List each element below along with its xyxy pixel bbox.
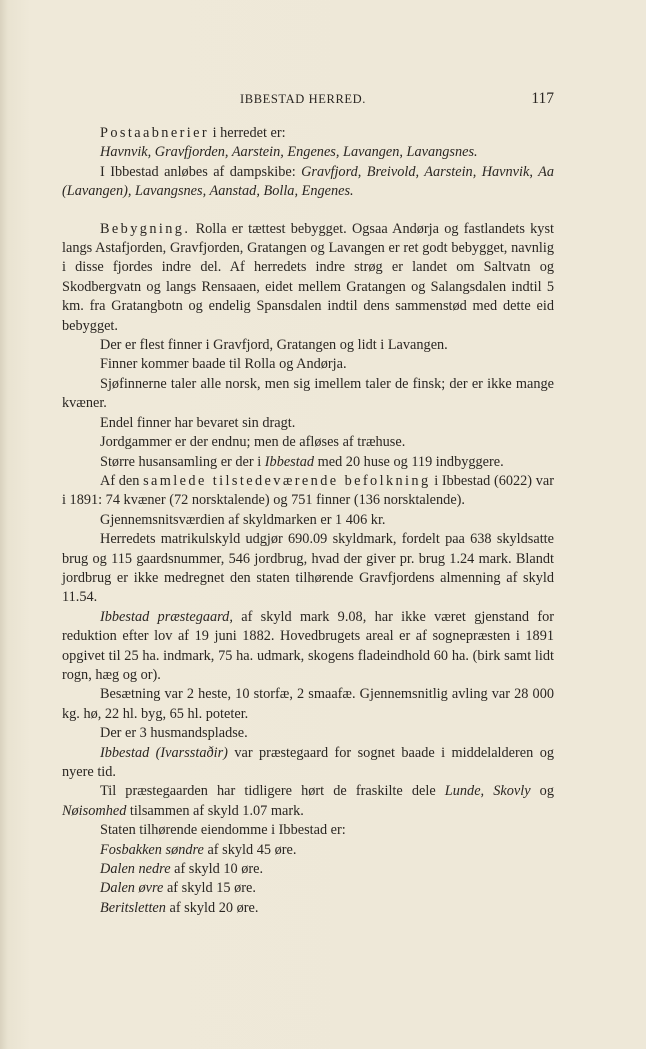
heading-bebygning: Bebygning. xyxy=(100,220,191,237)
heading-postaabnerier: Postaabnerier xyxy=(100,125,210,141)
paragraph-befolkning: Af den samlede tilstedeværende befolkning i Ibbestad (6022) var i 1891: 74 kvæner (72 norsktalende) og 751 finner (136 norsktalende). xyxy=(62,472,554,509)
list-item: Dalen øvre af skyld 15 øre. xyxy=(100,880,256,897)
body-text xyxy=(62,124,554,918)
paragraph-husmandspladse: Der er 3 husmandspladse. xyxy=(100,725,248,742)
paragraph-endel: Endel finner har bevaret sin dragt. xyxy=(100,414,296,431)
paragraph-flest-finner: Der er flest finner i Gravfjord, Gratangen og lidt i Lavangen. xyxy=(100,337,448,354)
dampskibe-list: Gravfjord, Breivold, Aarstein, Havnvik, Aa (Lavangen), Lavangsnes, Aanstad, Bolla, Engenes. xyxy=(62,163,554,200)
page-number: 117 xyxy=(531,90,554,107)
paragraph-jordgammer: Jordgammer er der endnu; men de afløses af træhuse. xyxy=(100,434,406,451)
name-praestegaard: Ibbestad præstegaard, xyxy=(100,608,233,625)
eiendom-name: Fosbakken søndre xyxy=(100,841,204,858)
name-noisomhed: Nøisomhed xyxy=(62,802,127,819)
paragraph-bebygning: Bebygning. Rolla er tættest bebygget. Ogsaa Andørja og fastlandets kyst langs Astafjorden, Gravfjorden, Gratangen og Lavangen er ret godt bebygget, navnlig i disse fjordes indre del. Af herredets indre strøg er landet om Saltvatn og Skodbergvatn og langs Rensaaen, eidet mellem Gratangen og Salangsdalen indtil 5 km. fra Gratangbotn og endelig Spansdalen indtil dens sammenstød med dette eid bebygget. xyxy=(62,220,554,334)
paragraph-matrikulskyld: Herredets matrikulskyld udgjør 690.09 skyldmark, fordelt paa 638 skyldsatte brug og 115 gaardsnummer, 546 jordbrug, hvad der giver pr. brug 1.24 mark. Blandt jordbrug er ikke medregnet den staten tilhørende Gravfjordens almenning af skyld 11.54. xyxy=(62,531,554,606)
name-ivarsstadir: Ibbestad (Ivarsstaðir) xyxy=(100,744,228,761)
list-item: Dalen nedre af skyld 10 øre. xyxy=(100,861,264,878)
name-skovly: Skovly xyxy=(493,783,531,800)
paragraph-praestegaard: Ibbestad præstegaard, af skyld mark 9.08, har ikke været gjenstand for reduktion efter lov af 19 juni 1882. Hovedbrugets areal er af sognepræsten i 1891 opgivet til 25 ha. indmark, 75 ha. udmark, skogens fladeindhold 60 ha. (birk samt lidt rogn, hæg og or). xyxy=(62,608,554,683)
section-gap xyxy=(62,202,554,220)
place-ibbestad: Ibbestad xyxy=(264,453,315,470)
paragraph-ivarsstadir: Ibbestad (Ivarsstaðir) var præstegaard for sognet baade i middelalderen og nyere tid. xyxy=(62,744,554,780)
paragraph-sjofinnerne: Sjøfinnerne taler alle norsk, men sig imellem taler de finsk; der er ikke mange kvæner. xyxy=(62,375,554,412)
eiendom-name: Beritsletten xyxy=(100,899,166,916)
paragraph-dampskibe: I Ibbestad anløbes af dampskibe: Gravfjord, Breivold, Aarstein, Havnvik, Aa (Lavangen), Lavangsnes, Aanstad, Bolla, Engenes. xyxy=(62,163,554,200)
name-lunde: Lunde, xyxy=(444,783,485,800)
spaced-befolkning: samlede tilstedeværende befolkning xyxy=(143,472,431,489)
paragraph-fraskilte-dele: Til præstegaarden har tidligere hørt de fraskilte dele Lunde, Skovly og Nøisomhed tilsammen af skyld 1.07 mark. xyxy=(62,783,554,819)
paragraph-besaetning: Besætning var 2 heste, 10 storfæ, 2 smaafæ. Gjennemsnitlig avling var 28 000 kg. hø, 22 hl. byg, 65 hl. poteter. xyxy=(62,686,554,722)
paragraph-staten: Staten tilhørende eiendomme i Ibbestad er: xyxy=(100,822,346,839)
paragraph-husansamling: Større husansamling er der i Ibbestad med 20 huse og 119 indbyggere. xyxy=(100,453,504,470)
eiendom-name: Dalen øvre xyxy=(100,880,164,897)
paragraph-postaabnerier: Postaabnerier i herredet er: xyxy=(100,125,286,141)
list-item: Fosbakken søndre af skyld 45 øre. xyxy=(100,841,297,858)
postaabnerier-places: Havnvik, Gravfjorden, Aarstein, Engenes, Lavangen, Lavangsnes. xyxy=(100,144,478,161)
list-item: Beritsletten af skyld 20 øre. xyxy=(100,899,259,916)
running-head xyxy=(62,92,554,110)
eiendom-name: Dalen nedre xyxy=(100,861,171,878)
running-head-title: IBBESTAD HERRED. xyxy=(240,92,366,106)
paragraph-finner-kommer: Finner kommer baade til Rolla og Andørja. xyxy=(100,356,347,373)
paragraph-gjennemsnit: Gjennemsnitsværdien af skyldmarken er 1 406 kr. xyxy=(100,511,386,528)
